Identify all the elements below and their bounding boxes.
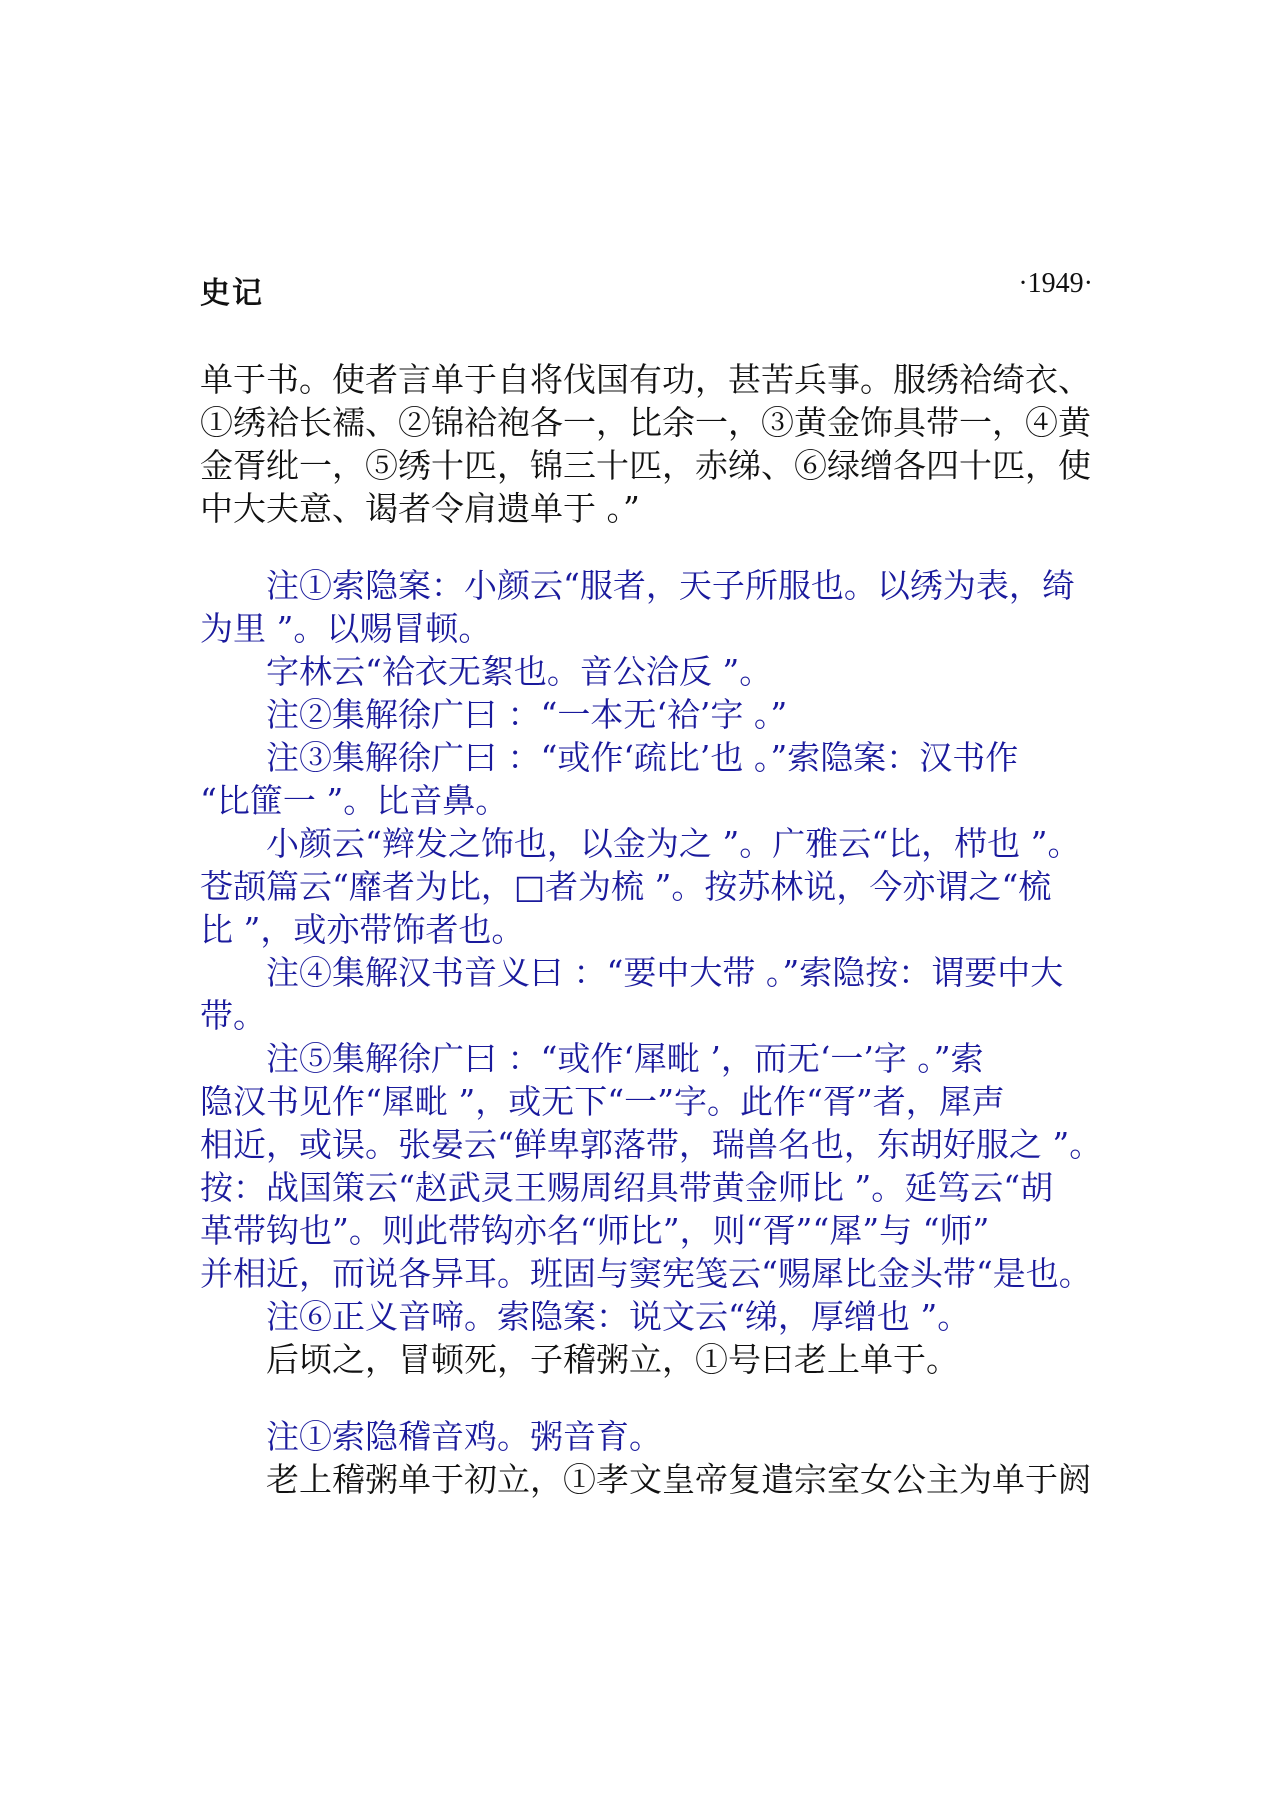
body-text-line: 后顷之，冒顿死，子稽粥立，①号曰老上单于。 bbox=[266, 1340, 959, 1379]
page-number: ·1949· bbox=[1018, 268, 1093, 299]
annotation-line: 字林云“袷衣无絮也。音公洽反 ”。 bbox=[266, 652, 773, 691]
annotation-line: 注⑥正义音啼。索隐案：说文云“绨，厚缯也 ”。 bbox=[266, 1297, 971, 1336]
paragraph-gap bbox=[200, 1381, 1093, 1415]
page-header bbox=[200, 268, 1093, 314]
body-text-line: 单于书。使者言单于自将伐国有功，甚苦兵事。服绣袷绮衣、 bbox=[200, 360, 1091, 399]
annotation-line: “比篚一 ”。比音鼻。 bbox=[200, 781, 509, 820]
annotation-line: 带。 bbox=[200, 996, 266, 1035]
body-text-line: 中大夫意、谒者令肩遗单于 。” bbox=[200, 489, 640, 528]
body-text-line: 金胥纰一，⑤绣十匹，锦三十匹，赤绨、⑥绿缯各四十匹，使 bbox=[200, 446, 1091, 485]
body-text-line: 老上稽粥单于初立，①孝文皇帝复遣宗室女公主为单于阏 bbox=[266, 1460, 1091, 1499]
annotation-line: 注①索隐稽音鸡。粥音育。 bbox=[266, 1417, 662, 1456]
annotation-line: 注②集解徐广曰 ：“一本无‘袷’字 。” bbox=[266, 695, 788, 734]
annotation-line: 注①索隐案：小颜云“服者，天子所服也。以绣为表，绮 bbox=[266, 566, 1075, 605]
annotation-line: 隐汉书见作“犀毗 ”，或无下“一”字。此作“胥”者，犀声 bbox=[200, 1082, 1005, 1121]
annotation-line: 并相近，而说各异耳。班固与窦宪笺云“赐犀比金头带“是也。 bbox=[200, 1254, 1092, 1293]
running-title: 史记 bbox=[200, 276, 264, 311]
annotation-line: 注⑤集解徐广曰 ：“或作‘犀毗 ’，而无‘一’字 。”索 bbox=[266, 1039, 984, 1078]
annotation-line: 比 ”，或亦带饰者也。 bbox=[200, 910, 525, 949]
annotation-line: 苍颉篇云“靡者为比，□者为梳 ”。按苏林说，今亦谓之“梳 bbox=[200, 867, 1052, 906]
annotation-line: 为里 ”。以赐冒顿。 bbox=[200, 609, 492, 648]
paragraph-gap bbox=[200, 530, 1093, 564]
annotation-line: 相近，或误。张晏云“鲜卑郭落带，瑞兽名也，东胡好服之 ”。 bbox=[200, 1125, 1103, 1164]
page-body bbox=[200, 358, 1103, 1501]
annotation-line: 小颜云“辫发之饰也，以金为之 ”。广雅云“比，栉也 ”。 bbox=[266, 824, 1081, 863]
annotation-line: 按：战国策云“赵武灵王赐周绍具带黄金师比 ”。延笃云“胡 bbox=[200, 1168, 1054, 1207]
annotation-line: 革带钩也”。则此带钩亦名“师比”，则“胥”“犀”与 “师” bbox=[200, 1211, 990, 1250]
annotation-line: 注④集解汉书音义曰 ：“要中大带 。”索隐按：谓要中大 bbox=[266, 953, 1064, 992]
annotation-line: 注③集解徐广曰 ：“或作‘疏比’也 。”索隐案：汉书作 bbox=[266, 738, 1019, 777]
body-text-line: ①绣袷长襦、②锦袷袍各一，比余一，③黄金饰具带一，④黄 bbox=[200, 403, 1091, 442]
